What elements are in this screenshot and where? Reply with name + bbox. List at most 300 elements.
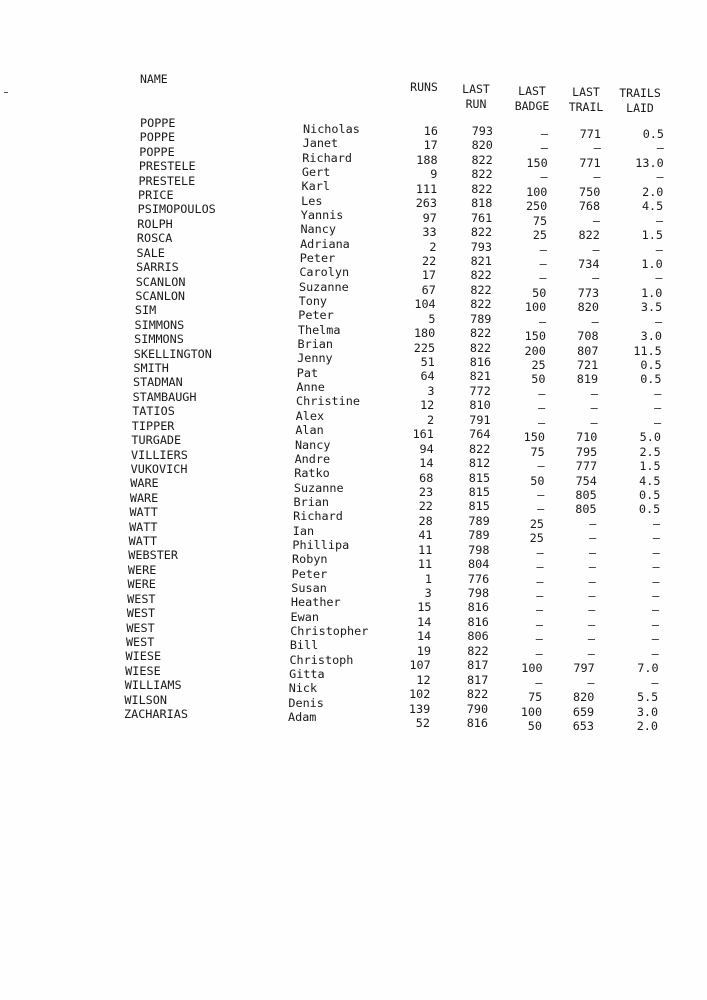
laid-cell: – [652, 574, 660, 589]
laid-cell: – [651, 675, 659, 690]
last-cell: 821 [470, 253, 492, 268]
given-name-cell: Thelma [297, 322, 341, 337]
badge-cell: 25 [532, 228, 547, 243]
runs-cell: 1 [424, 571, 432, 586]
last-cell: 789 [468, 528, 490, 543]
last-cell: 820 [471, 138, 493, 153]
given-name-cell: Peter [299, 251, 336, 266]
badge-cell: 75 [532, 213, 548, 228]
badge-cell: 250 [525, 199, 548, 214]
runs-cell: 225 [413, 340, 436, 355]
runs-cell: 9 [430, 167, 438, 182]
badge-cell: 25 [529, 516, 545, 531]
last-cell: 815 [468, 499, 490, 514]
laid-cell: 13.0 [635, 155, 664, 170]
trail-cell: 710 [576, 430, 598, 445]
runs-cell: 3 [427, 383, 435, 398]
laid-cell: 3.0 [636, 704, 659, 719]
last-cell: 816 [467, 614, 489, 629]
badge-cell: 50 [532, 285, 547, 300]
badge-cell: – [537, 487, 545, 502]
badge-cell: – [536, 545, 544, 560]
last-cell: 764 [469, 427, 491, 442]
trail-cell: 734 [578, 256, 600, 271]
surname-cell: PRESTELE [138, 159, 196, 174]
given-name-cell: Gert [301, 165, 331, 180]
surname-cell: PSIMOPOULOS [137, 202, 216, 217]
laid-cell: 3.5 [640, 300, 663, 315]
runs-cell: 16 [423, 124, 438, 138]
trail-cell: 807 [577, 343, 599, 358]
last-cell: 812 [468, 456, 491, 471]
badge-cell: – [538, 314, 547, 329]
laid-cell: – [652, 545, 660, 560]
given-name-cell: Heather [290, 595, 341, 610]
badge-cell: 150 [526, 155, 548, 170]
last-cell: 798 [467, 586, 490, 601]
last-cell: 790 [466, 701, 489, 716]
given-name-cell: Adam [288, 710, 317, 724]
surname-cell: TIPPER [131, 418, 175, 433]
last-cell: 789 [468, 513, 490, 528]
given-name-cell: Robyn [292, 552, 328, 567]
runs-cell: 51 [420, 355, 435, 370]
runs-cell: 2 [426, 412, 435, 427]
surname-cell: POPPE [140, 116, 176, 130]
last-cell: 822 [470, 268, 492, 283]
given-name-cell: Andre [294, 451, 331, 466]
surname-cell: WARE [129, 490, 159, 505]
last-cell: 816 [469, 355, 492, 370]
given-name-cell: Ewan [290, 609, 319, 624]
last-cell: 822 [471, 181, 493, 196]
last-cell: 822 [470, 225, 493, 240]
laid-cell: 2.5 [639, 444, 661, 459]
badge-cell: 100 [524, 300, 547, 315]
given-name-cell: Anne [296, 380, 325, 395]
given-name-cell: Pat [296, 365, 319, 380]
trail-cell: – [587, 632, 596, 647]
given-name-cell: Alex [295, 408, 325, 423]
badge-cell: – [535, 617, 544, 632]
badge-cell: 25 [529, 531, 544, 546]
runs-cell: 17 [421, 268, 437, 283]
badge-cell: – [536, 589, 544, 604]
badge-cell: – [539, 256, 547, 271]
runs-cell: 14 [416, 629, 432, 644]
trail-cell: 773 [577, 285, 600, 300]
header-runs: RUNS [410, 80, 438, 94]
trail-cell: 754 [575, 473, 597, 488]
trail-cell: – [592, 271, 600, 286]
badge-cell: – [537, 415, 546, 430]
laid-cell: – [651, 632, 659, 647]
trail-cell: 820 [573, 690, 595, 705]
trail-cell: 659 [572, 704, 595, 719]
given-name-cell: Ratko [294, 466, 330, 481]
given-name-cell: Tony [298, 294, 328, 309]
header-last-badge: LAST BADGE [514, 84, 550, 113]
last-cell: 793 [470, 239, 493, 254]
surname-cell: ROSCA [136, 231, 173, 246]
badge-cell: 200 [524, 343, 546, 358]
last-cell: 818 [471, 196, 493, 211]
last-cell: 815 [468, 470, 491, 485]
laid-cell: 11.5 [633, 343, 662, 358]
badge-cell: – [536, 603, 544, 618]
badge-cell: – [539, 271, 547, 286]
runs-cell: 14 [417, 614, 432, 629]
surname-cell: SMITH [133, 361, 169, 376]
badge-cell: 150 [523, 430, 545, 445]
last-cell: 772 [469, 383, 491, 398]
trail-cell: – [590, 401, 598, 416]
runs-cell: 97 [422, 210, 437, 225]
badge-cell: – [540, 141, 548, 156]
badge-cell: – [539, 242, 547, 257]
last-cell: 798 [468, 542, 490, 557]
badge-cell: 100 [526, 184, 548, 199]
laid-cell: – [652, 560, 660, 575]
runs-cell: 11 [418, 542, 433, 557]
trail-cell: – [591, 314, 599, 329]
last-cell: 822 [471, 152, 493, 167]
last-cell: 791 [469, 412, 491, 427]
trail-cell: 822 [578, 228, 600, 243]
last-cell: 822 [469, 340, 492, 355]
laid-cell: – [655, 271, 663, 286]
last-cell: 815 [468, 484, 490, 499]
surname-cell: SIM [134, 303, 157, 318]
header-last-trail: LAST TRAIL [568, 85, 604, 114]
laid-cell: 0.5 [638, 502, 661, 517]
badge-cell: – [540, 127, 548, 141]
given-name-cell: Carolyn [299, 265, 350, 280]
surname-cell: WARE [130, 476, 159, 491]
given-name-cell: Richard [302, 150, 352, 165]
badge-cell: – [537, 502, 545, 517]
surname-cell: PRESTELE [138, 173, 196, 188]
trail-cell: 768 [578, 199, 601, 214]
badge-cell: 25 [531, 358, 546, 373]
laid-cell: – [656, 213, 664, 228]
last-cell: 793 [471, 124, 493, 138]
last-cell: 816 [466, 716, 488, 730]
runs-cell: 263 [415, 196, 438, 211]
trail-cell: 805 [575, 502, 597, 517]
given-name-cell: Jenny [297, 351, 333, 366]
trail-cell: – [588, 617, 596, 632]
header-trails-laid: TRAILS LAID [619, 86, 661, 115]
runs-cell: 111 [415, 181, 438, 196]
given-name-cell: Brian [297, 337, 334, 352]
surname-cell: WEST [125, 634, 155, 649]
laid-cell: – [651, 646, 659, 661]
trail-cell: – [593, 141, 601, 156]
given-name-cell: Peter [298, 308, 334, 323]
runs-cell: 68 [419, 470, 434, 485]
laid-cell: – [654, 386, 662, 401]
trail-cell: – [588, 574, 596, 589]
surname-cell: SIMMONS [134, 332, 184, 347]
runs-cell: 102 [409, 687, 431, 702]
runs-cell: 41 [418, 528, 433, 543]
trail-cell: 771 [579, 127, 601, 141]
runs-cell: 19 [416, 643, 431, 658]
trail-cell: 653 [572, 719, 594, 733]
laid-cell: – [652, 531, 660, 546]
laid-cell: – [656, 170, 664, 185]
laid-cell: 4.5 [641, 199, 664, 214]
trail-cell: – [588, 560, 596, 575]
badge-cell: – [536, 574, 544, 589]
trail-cell: 820 [577, 300, 599, 315]
surname-cell: VILLIERS [131, 447, 188, 462]
laid-cell: 3.0 [640, 329, 662, 344]
last-cell: 822 [467, 643, 489, 658]
laid-cell: 1.5 [639, 459, 661, 474]
surname-cell: WERE [127, 577, 156, 592]
last-cell: 822 [469, 326, 492, 341]
runs-cell: 3 [424, 586, 432, 601]
surname-cell: WILLIAMS [124, 678, 182, 693]
badge-cell: – [535, 675, 543, 690]
given-name-cell: Alan [295, 423, 324, 438]
badge-cell: 100 [521, 661, 543, 676]
surname-cell: WATT [129, 505, 158, 520]
laid-cell: 5.0 [639, 430, 661, 445]
runs-cell: 188 [416, 152, 438, 167]
laid-cell: – [652, 603, 660, 618]
laid-cell: 2.0 [642, 184, 664, 199]
laid-cell: – [655, 242, 663, 257]
surname-cell: WATT [128, 534, 158, 549]
badge-cell: – [537, 459, 545, 474]
laid-cell: – [654, 314, 663, 329]
laid-cell: 0.5 [640, 358, 662, 373]
last-cell: 761 [470, 210, 493, 225]
given-name-cell: Adriana [300, 236, 350, 251]
surname-cell: WIESE [125, 649, 162, 664]
trail-cell: – [590, 386, 598, 401]
runs-cell: 5 [428, 311, 436, 326]
runs-cell: 139 [408, 701, 431, 716]
surname-cell: SCANLON [135, 274, 186, 289]
runs-cell: 67 [421, 282, 436, 297]
trail-cell: – [593, 170, 601, 185]
runs-cell: 161 [412, 427, 434, 442]
trail-cell: 805 [575, 487, 597, 502]
surname-cell: STADMAN [132, 375, 183, 390]
runs-cell: 12 [420, 398, 435, 413]
given-name-cell: Phillipa [292, 537, 350, 552]
given-name-cell: Denis [288, 695, 324, 710]
runs-cell: 33 [422, 225, 437, 240]
trail-cell: – [587, 675, 595, 690]
surname-cell: SCANLON [135, 288, 186, 303]
runs-cell: 15 [417, 600, 432, 615]
runs-cell: 11 [417, 557, 433, 572]
surname-cell: STAMBAUGH [132, 389, 197, 404]
trail-cell: – [587, 646, 595, 661]
given-name-cell: Peter [291, 566, 328, 581]
given-name-cell: Yannis [300, 208, 344, 223]
badge-cell: – [536, 560, 544, 575]
given-name-cell: Janet [302, 136, 339, 151]
surname-cell: WIESE [125, 663, 161, 678]
trail-cell: 777 [575, 459, 598, 474]
given-name-cell: Suzanne [298, 279, 349, 294]
laid-cell: 1.0 [641, 285, 663, 300]
badge-cell: – [538, 386, 546, 401]
last-cell: 822 [470, 297, 492, 312]
laid-cell: 0.5 [640, 372, 662, 387]
trail-cell: 708 [577, 329, 599, 344]
trail-cell: 721 [576, 358, 599, 373]
runs-cell: 180 [413, 326, 436, 341]
given-name-cell: Suzanne [293, 480, 344, 495]
surname-cell: VUKOVICH [130, 461, 188, 476]
last-cell: 822 [470, 282, 492, 297]
badge-cell: – [538, 401, 546, 416]
last-cell: 789 [470, 311, 492, 326]
badge-cell: 50 [527, 719, 542, 733]
trail-cell: – [588, 545, 597, 560]
trail-cell: – [592, 213, 600, 228]
given-name-cell: Richard [293, 509, 343, 524]
surname-cell: WATT [129, 519, 158, 534]
trail-cell: – [589, 531, 597, 546]
badge-cell: – [540, 170, 548, 185]
badge-cell: – [535, 646, 543, 661]
badge-cell: 75 [530, 444, 545, 459]
last-cell: 816 [467, 600, 489, 615]
laid-cell: 7.0 [637, 661, 659, 676]
trail-cell: 797 [573, 661, 595, 676]
last-cell: 810 [469, 398, 491, 413]
badge-cell: 150 [524, 329, 546, 344]
runs-cell: 107 [409, 658, 431, 673]
surname-cell: TURGADE [131, 433, 182, 448]
last-cell: 822 [469, 441, 491, 456]
runs-cell: 22 [422, 253, 437, 268]
runs-cell: 28 [418, 513, 433, 528]
trail-cell: – [588, 589, 596, 604]
last-cell: 804 [468, 557, 490, 572]
runs-cell: 22 [418, 499, 433, 514]
surname-cell: POPPE [139, 130, 176, 145]
surname-cell: WILSON [124, 692, 167, 707]
badge-cell: 50 [530, 473, 545, 488]
laid-cell: – [653, 415, 662, 430]
laid-cell: 2.0 [636, 719, 658, 733]
badge-cell: 50 [531, 372, 546, 387]
surname-cell: SARRIS [136, 260, 179, 275]
surname-cell: WEST [126, 606, 156, 621]
given-name-cell: Bill [289, 638, 319, 653]
laid-cell: 1.0 [641, 256, 663, 271]
runs-cell: 64 [420, 369, 435, 384]
runs-cell: 23 [418, 484, 434, 499]
last-cell: 817 [467, 672, 489, 687]
surname-cell: ZACHARIAS [124, 707, 188, 721]
laid-cell: 0.5 [639, 487, 661, 502]
given-name-cell: Gitta [289, 666, 325, 681]
runs-cell: 2 [429, 239, 437, 254]
laid-cell: – [652, 516, 661, 531]
runs-cell: 94 [419, 441, 434, 456]
given-name-cell: Susan [291, 580, 327, 595]
last-cell: 822 [471, 167, 493, 182]
given-name-cell: Nick [288, 681, 318, 696]
given-name-cell: Nancy [300, 222, 336, 237]
given-name-cell: Nancy [294, 437, 331, 452]
surname-cell: PRICE [138, 188, 174, 203]
surname-cell: POPPE [139, 144, 175, 159]
last-cell: 817 [467, 658, 489, 673]
laid-cell: 0.5 [642, 127, 664, 141]
last-cell: 806 [467, 629, 489, 644]
trail-cell: – [589, 516, 597, 531]
surname-cell: TATIOS [132, 404, 175, 419]
runs-cell: 104 [414, 297, 436, 312]
last-cell: 821 [469, 369, 491, 384]
runs-cell: 17 [423, 138, 438, 153]
surname-cell: WEST [127, 591, 156, 606]
surname-cell: SKELLINGTON [133, 346, 212, 361]
given-name-cell: Ian [292, 523, 315, 538]
badge-cell: 75 [528, 690, 543, 705]
laid-cell: – [652, 589, 660, 604]
runs-cell: 14 [419, 456, 434, 471]
laid-cell: 4.5 [639, 473, 661, 488]
laid-cell: – [654, 401, 662, 416]
runs-cell: 12 [416, 672, 431, 687]
given-name-cell: Brian [293, 494, 329, 509]
laid-cell: 5.5 [636, 690, 659, 705]
surname-cell: WERE [127, 562, 157, 577]
surname-cell: ROLPH [137, 216, 173, 231]
given-name-cell: Karl [301, 179, 330, 194]
surname-cell: SALE [136, 245, 165, 260]
last-cell: 822 [466, 687, 489, 702]
surname-cell: WEST [126, 620, 155, 635]
scan-mark [4, 92, 8, 93]
given-name-cell: Les [301, 193, 323, 208]
badge-cell: 100 [520, 704, 543, 719]
trail-cell: 750 [579, 184, 601, 199]
laid-cell: – [656, 141, 664, 156]
trail-cell: – [590, 415, 598, 430]
badge-cell: – [535, 632, 543, 647]
given-name-cell: Christine [296, 394, 360, 409]
laid-cell: 1.5 [641, 228, 663, 243]
last-cell: 776 [467, 571, 490, 586]
trail-cell: – [588, 603, 596, 618]
trail-cell: 795 [575, 444, 598, 459]
surname-cell: SIMMONS [134, 317, 185, 332]
given-name-cell: Nicholas [303, 122, 360, 136]
laid-cell: – [651, 617, 660, 632]
trail-cell: – [592, 242, 600, 257]
trail-cell: 771 [579, 155, 601, 170]
runs-cell: 52 [415, 716, 430, 730]
given-name-cell: Christoph [289, 652, 354, 667]
trail-cell: 819 [576, 372, 599, 387]
surname-cell: WEBSTER [128, 548, 178, 563]
given-name-cell: Christopher [290, 623, 369, 638]
header-name: NAME [140, 72, 168, 86]
